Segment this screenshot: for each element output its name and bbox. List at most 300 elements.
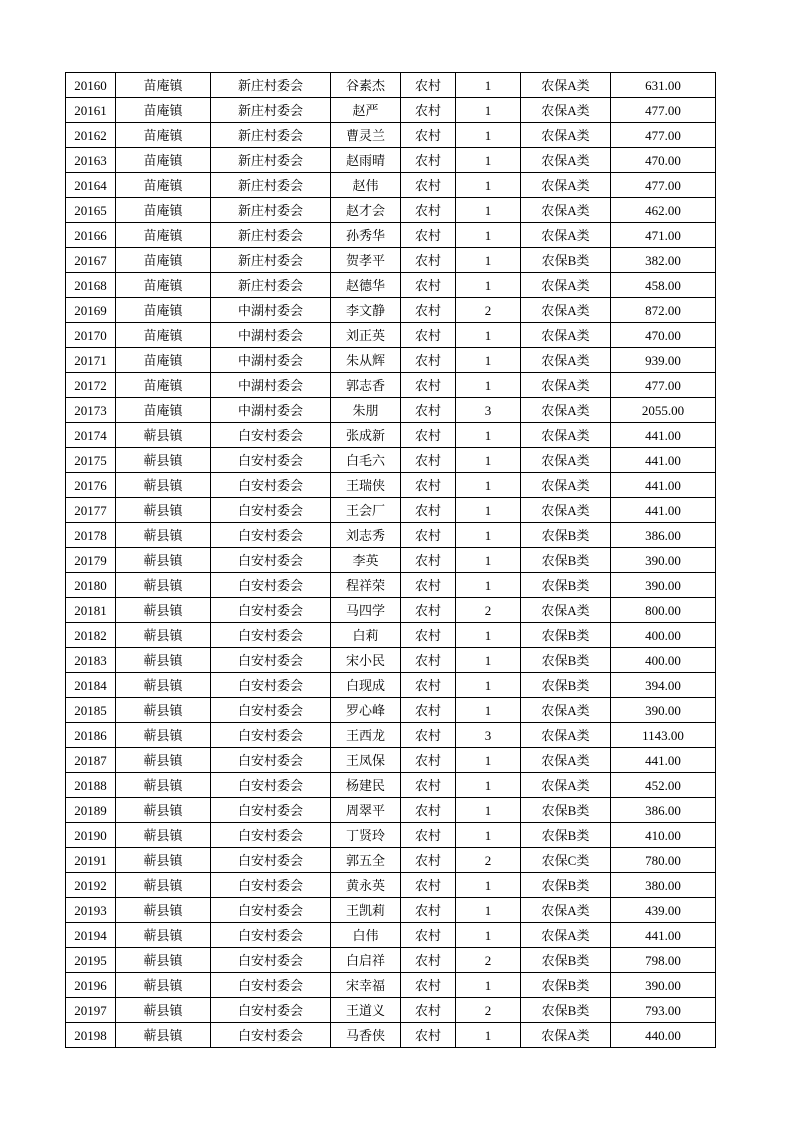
table-row — [66, 673, 716, 698]
person-count-cell: 1 — [456, 873, 521, 898]
serial-number-cell: 20164 — [66, 173, 116, 198]
serial-number-cell: 20175 — [66, 448, 116, 473]
village-committee-cell: 白安村委会 — [211, 698, 331, 723]
amount-cell: 380.00 — [611, 873, 716, 898]
amount-cell: 390.00 — [611, 573, 716, 598]
insurance-type-cell: 农保B类 — [521, 948, 611, 973]
insurance-type-cell: 农保A类 — [521, 348, 611, 373]
village-committee-cell: 白安村委会 — [211, 773, 331, 798]
person-count-cell: 1 — [456, 323, 521, 348]
table-row — [66, 148, 716, 173]
serial-number-cell: 20165 — [66, 198, 116, 223]
amount-cell: 441.00 — [611, 473, 716, 498]
household-category-cell: 农村 — [401, 448, 456, 473]
amount-cell: 441.00 — [611, 748, 716, 773]
household-category-cell: 农村 — [401, 973, 456, 998]
village-committee-cell: 白安村委会 — [211, 573, 331, 598]
town-cell: 苗庵镇 — [116, 348, 211, 373]
insurance-type-cell: 农保A类 — [521, 148, 611, 173]
serial-number-cell: 20191 — [66, 848, 116, 873]
amount-cell: 441.00 — [611, 448, 716, 473]
insurance-type-cell: 农保B类 — [521, 998, 611, 1023]
village-committee-cell: 白安村委会 — [211, 973, 331, 998]
household-category-cell: 农村 — [401, 123, 456, 148]
household-category-cell: 农村 — [401, 898, 456, 923]
person-count-cell: 1 — [456, 648, 521, 673]
serial-number-cell: 20181 — [66, 598, 116, 623]
village-committee-cell: 白安村委会 — [211, 998, 331, 1023]
table-row — [66, 748, 716, 773]
amount-cell: 470.00 — [611, 323, 716, 348]
table-row — [66, 798, 716, 823]
village-committee-cell: 白安村委会 — [211, 898, 331, 923]
serial-number-cell: 20192 — [66, 873, 116, 898]
town-cell: 苗庵镇 — [116, 73, 211, 98]
insurance-type-cell: 农保A类 — [521, 698, 611, 723]
town-cell: 蕲县镇 — [116, 773, 211, 798]
table-row — [66, 598, 716, 623]
serial-number-cell: 20186 — [66, 723, 116, 748]
person-count-cell: 1 — [456, 798, 521, 823]
table-row — [66, 573, 716, 598]
person-name-cell: 郭志香 — [331, 373, 401, 398]
person-count-cell: 1 — [456, 348, 521, 373]
serial-number-cell: 20174 — [66, 423, 116, 448]
person-name-cell: 李英 — [331, 548, 401, 573]
table-body — [66, 73, 716, 1048]
town-cell: 苗庵镇 — [116, 123, 211, 148]
town-cell: 苗庵镇 — [116, 248, 211, 273]
village-committee-cell: 新庄村委会 — [211, 73, 331, 98]
serial-number-cell: 20198 — [66, 1023, 116, 1048]
amount-cell: 390.00 — [611, 698, 716, 723]
amount-cell: 386.00 — [611, 523, 716, 548]
village-committee-cell: 白安村委会 — [211, 798, 331, 823]
person-name-cell: 白启祥 — [331, 948, 401, 973]
household-category-cell: 农村 — [401, 573, 456, 598]
person-name-cell: 赵才会 — [331, 198, 401, 223]
table-row — [66, 648, 716, 673]
household-category-cell: 农村 — [401, 323, 456, 348]
table-row — [66, 498, 716, 523]
amount-cell: 471.00 — [611, 223, 716, 248]
insurance-type-cell: 农保A类 — [521, 598, 611, 623]
town-cell: 蕲县镇 — [116, 473, 211, 498]
person-count-cell: 1 — [456, 273, 521, 298]
insurance-type-cell: 农保A类 — [521, 748, 611, 773]
person-count-cell: 1 — [456, 698, 521, 723]
village-committee-cell: 白安村委会 — [211, 673, 331, 698]
village-committee-cell: 白安村委会 — [211, 423, 331, 448]
town-cell: 蕲县镇 — [116, 698, 211, 723]
person-name-cell: 曹灵兰 — [331, 123, 401, 148]
household-category-cell: 农村 — [401, 273, 456, 298]
table-row — [66, 423, 716, 448]
insurance-type-cell: 农保B类 — [521, 673, 611, 698]
insurance-type-cell: 农保A类 — [521, 448, 611, 473]
serial-number-cell: 20189 — [66, 798, 116, 823]
town-cell: 苗庵镇 — [116, 198, 211, 223]
town-cell: 蕲县镇 — [116, 873, 211, 898]
table-row — [66, 848, 716, 873]
serial-number-cell: 20187 — [66, 748, 116, 773]
insurance-type-cell: 农保B类 — [521, 573, 611, 598]
serial-number-cell: 20171 — [66, 348, 116, 373]
household-category-cell: 农村 — [401, 623, 456, 648]
household-category-cell: 农村 — [401, 98, 456, 123]
person-count-cell: 2 — [456, 848, 521, 873]
serial-number-cell: 20190 — [66, 823, 116, 848]
insurance-type-cell: 农保A类 — [521, 1023, 611, 1048]
household-category-cell: 农村 — [401, 748, 456, 773]
town-cell: 苗庵镇 — [116, 373, 211, 398]
table-row — [66, 873, 716, 898]
person-name-cell: 王凯莉 — [331, 898, 401, 923]
amount-cell: 477.00 — [611, 173, 716, 198]
person-count-cell: 2 — [456, 598, 521, 623]
person-name-cell: 刘志秀 — [331, 523, 401, 548]
village-committee-cell: 中湖村委会 — [211, 298, 331, 323]
village-committee-cell: 白安村委会 — [211, 448, 331, 473]
town-cell: 蕲县镇 — [116, 448, 211, 473]
insurance-type-cell: 农保A类 — [521, 723, 611, 748]
person-count-cell: 1 — [456, 498, 521, 523]
amount-cell: 458.00 — [611, 273, 716, 298]
insurance-type-cell: 农保B类 — [521, 523, 611, 548]
serial-number-cell: 20173 — [66, 398, 116, 423]
person-name-cell: 周翠平 — [331, 798, 401, 823]
person-count-cell: 1 — [456, 623, 521, 648]
town-cell: 蕲县镇 — [116, 848, 211, 873]
person-name-cell: 宋小民 — [331, 648, 401, 673]
village-committee-cell: 白安村委会 — [211, 723, 331, 748]
household-category-cell: 农村 — [401, 223, 456, 248]
serial-number-cell: 20162 — [66, 123, 116, 148]
person-name-cell: 丁贤玲 — [331, 823, 401, 848]
town-cell: 苗庵镇 — [116, 98, 211, 123]
town-cell: 蕲县镇 — [116, 1023, 211, 1048]
village-committee-cell: 新庄村委会 — [211, 198, 331, 223]
table-row — [66, 773, 716, 798]
village-committee-cell: 新庄村委会 — [211, 273, 331, 298]
serial-number-cell: 20166 — [66, 223, 116, 248]
person-count-cell: 1 — [456, 148, 521, 173]
village-committee-cell: 白安村委会 — [211, 648, 331, 673]
town-cell: 蕲县镇 — [116, 498, 211, 523]
person-count-cell: 1 — [456, 98, 521, 123]
person-name-cell: 王瑞侠 — [331, 473, 401, 498]
table-row — [66, 373, 716, 398]
person-name-cell: 孙秀华 — [331, 223, 401, 248]
person-count-cell: 1 — [456, 823, 521, 848]
town-cell: 蕲县镇 — [116, 423, 211, 448]
town-cell: 蕲县镇 — [116, 623, 211, 648]
amount-cell: 452.00 — [611, 773, 716, 798]
table-row — [66, 98, 716, 123]
insurance-type-cell: 农保A类 — [521, 923, 611, 948]
town-cell: 蕲县镇 — [116, 523, 211, 548]
serial-number-cell: 20182 — [66, 623, 116, 648]
person-name-cell: 赵德华 — [331, 273, 401, 298]
household-category-cell: 农村 — [401, 248, 456, 273]
village-committee-cell: 中湖村委会 — [211, 323, 331, 348]
person-count-cell: 1 — [456, 923, 521, 948]
serial-number-cell: 20185 — [66, 698, 116, 723]
town-cell: 蕲县镇 — [116, 998, 211, 1023]
person-name-cell: 黄永英 — [331, 873, 401, 898]
household-category-cell: 农村 — [401, 523, 456, 548]
town-cell: 蕲县镇 — [116, 973, 211, 998]
person-count-cell: 3 — [456, 723, 521, 748]
serial-number-cell: 20169 — [66, 298, 116, 323]
town-cell: 蕲县镇 — [116, 598, 211, 623]
village-committee-cell: 中湖村委会 — [211, 398, 331, 423]
household-category-cell: 农村 — [401, 848, 456, 873]
household-category-cell: 农村 — [401, 148, 456, 173]
town-cell: 苗庵镇 — [116, 323, 211, 348]
person-count-cell: 1 — [456, 373, 521, 398]
serial-number-cell: 20184 — [66, 673, 116, 698]
household-category-cell: 农村 — [401, 698, 456, 723]
village-committee-cell: 白安村委会 — [211, 823, 331, 848]
insurance-type-cell: 农保A类 — [521, 123, 611, 148]
insurance-type-cell: 农保A类 — [521, 273, 611, 298]
amount-cell: 441.00 — [611, 423, 716, 448]
person-name-cell: 王西龙 — [331, 723, 401, 748]
household-category-cell: 农村 — [401, 948, 456, 973]
household-category-cell: 农村 — [401, 548, 456, 573]
amount-cell: 390.00 — [611, 548, 716, 573]
person-name-cell: 白现成 — [331, 673, 401, 698]
person-name-cell: 王会厂 — [331, 498, 401, 523]
person-count-cell: 1 — [456, 573, 521, 598]
person-count-cell: 1 — [456, 1023, 521, 1048]
amount-cell: 400.00 — [611, 623, 716, 648]
insurance-type-cell: 农保A类 — [521, 223, 611, 248]
town-cell: 蕲县镇 — [116, 823, 211, 848]
table-row — [66, 898, 716, 923]
table-row — [66, 298, 716, 323]
serial-number-cell: 20163 — [66, 148, 116, 173]
table-row — [66, 323, 716, 348]
household-category-cell: 农村 — [401, 473, 456, 498]
town-cell: 蕲县镇 — [116, 923, 211, 948]
table-row — [66, 73, 716, 98]
insurance-type-cell: 农保A类 — [521, 373, 611, 398]
person-name-cell: 朱从辉 — [331, 348, 401, 373]
serial-number-cell: 20178 — [66, 523, 116, 548]
serial-number-cell: 20194 — [66, 923, 116, 948]
village-committee-cell: 白安村委会 — [211, 623, 331, 648]
household-category-cell: 农村 — [401, 673, 456, 698]
household-category-cell: 农村 — [401, 873, 456, 898]
person-name-cell: 赵伟 — [331, 173, 401, 198]
person-name-cell: 赵雨晴 — [331, 148, 401, 173]
village-committee-cell: 白安村委会 — [211, 598, 331, 623]
amount-cell: 800.00 — [611, 598, 716, 623]
town-cell: 蕲县镇 — [116, 898, 211, 923]
person-name-cell: 朱朋 — [331, 398, 401, 423]
village-committee-cell: 新庄村委会 — [211, 173, 331, 198]
household-category-cell: 农村 — [401, 398, 456, 423]
person-name-cell: 郭五全 — [331, 848, 401, 873]
insurance-type-cell: 农保A类 — [521, 298, 611, 323]
household-category-cell: 农村 — [401, 773, 456, 798]
household-category-cell: 农村 — [401, 598, 456, 623]
village-committee-cell: 新庄村委会 — [211, 98, 331, 123]
table-row — [66, 973, 716, 998]
person-count-cell: 1 — [456, 248, 521, 273]
town-cell: 苗庵镇 — [116, 148, 211, 173]
serial-number-cell: 20179 — [66, 548, 116, 573]
table-row — [66, 223, 716, 248]
person-name-cell: 贺孝平 — [331, 248, 401, 273]
person-count-cell: 1 — [456, 73, 521, 98]
person-name-cell: 谷素杰 — [331, 73, 401, 98]
person-count-cell: 1 — [456, 223, 521, 248]
table-row — [66, 723, 716, 748]
amount-cell: 439.00 — [611, 898, 716, 923]
table-row — [66, 1023, 716, 1048]
town-cell: 苗庵镇 — [116, 398, 211, 423]
payment-roster-table — [65, 72, 716, 1048]
household-category-cell: 农村 — [401, 423, 456, 448]
table-row — [66, 948, 716, 973]
table-row — [66, 623, 716, 648]
amount-cell: 939.00 — [611, 348, 716, 373]
person-count-cell: 2 — [456, 298, 521, 323]
person-count-cell: 1 — [456, 523, 521, 548]
village-committee-cell: 白安村委会 — [211, 473, 331, 498]
household-category-cell: 农村 — [401, 923, 456, 948]
table-row — [66, 173, 716, 198]
table-row — [66, 123, 716, 148]
town-cell: 蕲县镇 — [116, 648, 211, 673]
insurance-type-cell: 农保A类 — [521, 173, 611, 198]
serial-number-cell: 20161 — [66, 98, 116, 123]
table-row — [66, 198, 716, 223]
person-name-cell: 李文静 — [331, 298, 401, 323]
insurance-type-cell: 农保A类 — [521, 73, 611, 98]
household-category-cell: 农村 — [401, 348, 456, 373]
serial-number-cell: 20170 — [66, 323, 116, 348]
table-row — [66, 548, 716, 573]
serial-number-cell: 20193 — [66, 898, 116, 923]
table-row — [66, 398, 716, 423]
town-cell: 蕲县镇 — [116, 573, 211, 598]
person-count-cell: 1 — [456, 423, 521, 448]
amount-cell: 386.00 — [611, 798, 716, 823]
insurance-type-cell: 农保A类 — [521, 773, 611, 798]
person-name-cell: 罗心峰 — [331, 698, 401, 723]
person-count-cell: 1 — [456, 898, 521, 923]
insurance-type-cell: 农保B类 — [521, 823, 611, 848]
serial-number-cell: 20167 — [66, 248, 116, 273]
household-category-cell: 农村 — [401, 498, 456, 523]
insurance-type-cell: 农保A类 — [521, 423, 611, 448]
table-row — [66, 448, 716, 473]
village-committee-cell: 新庄村委会 — [211, 223, 331, 248]
insurance-type-cell: 农保B类 — [521, 648, 611, 673]
household-category-cell: 农村 — [401, 823, 456, 848]
table-row — [66, 998, 716, 1023]
village-committee-cell: 白安村委会 — [211, 498, 331, 523]
person-name-cell: 白毛六 — [331, 448, 401, 473]
town-cell: 蕲县镇 — [116, 723, 211, 748]
household-category-cell: 农村 — [401, 723, 456, 748]
person-name-cell: 张成新 — [331, 423, 401, 448]
person-count-cell: 1 — [456, 448, 521, 473]
person-count-cell: 1 — [456, 673, 521, 698]
amount-cell: 382.00 — [611, 248, 716, 273]
village-committee-cell: 白安村委会 — [211, 748, 331, 773]
serial-number-cell: 20196 — [66, 973, 116, 998]
village-committee-cell: 白安村委会 — [211, 848, 331, 873]
insurance-type-cell: 农保A类 — [521, 323, 611, 348]
insurance-type-cell: 农保A类 — [521, 98, 611, 123]
insurance-type-cell: 农保A类 — [521, 498, 611, 523]
household-category-cell: 农村 — [401, 648, 456, 673]
amount-cell: 410.00 — [611, 823, 716, 848]
town-cell: 蕲县镇 — [116, 798, 211, 823]
serial-number-cell: 20168 — [66, 273, 116, 298]
village-committee-cell: 白安村委会 — [211, 948, 331, 973]
person-count-cell: 1 — [456, 173, 521, 198]
town-cell: 苗庵镇 — [116, 173, 211, 198]
amount-cell: 1143.00 — [611, 723, 716, 748]
village-committee-cell: 白安村委会 — [211, 1023, 331, 1048]
household-category-cell: 农村 — [401, 298, 456, 323]
household-category-cell: 农村 — [401, 1023, 456, 1048]
serial-number-cell: 20180 — [66, 573, 116, 598]
table-row — [66, 348, 716, 373]
table-row — [66, 523, 716, 548]
table-row — [66, 473, 716, 498]
amount-cell: 780.00 — [611, 848, 716, 873]
person-name-cell: 宋幸福 — [331, 973, 401, 998]
amount-cell: 2055.00 — [611, 398, 716, 423]
amount-cell: 470.00 — [611, 148, 716, 173]
insurance-type-cell: 农保A类 — [521, 473, 611, 498]
serial-number-cell: 20183 — [66, 648, 116, 673]
village-committee-cell: 中湖村委会 — [211, 348, 331, 373]
town-cell: 蕲县镇 — [116, 948, 211, 973]
town-cell: 苗庵镇 — [116, 273, 211, 298]
town-cell: 蕲县镇 — [116, 748, 211, 773]
person-count-cell: 1 — [456, 473, 521, 498]
amount-cell: 394.00 — [611, 673, 716, 698]
town-cell: 苗庵镇 — [116, 223, 211, 248]
amount-cell: 441.00 — [611, 498, 716, 523]
serial-number-cell: 20197 — [66, 998, 116, 1023]
person-count-cell: 1 — [456, 773, 521, 798]
household-category-cell: 农村 — [401, 998, 456, 1023]
town-cell: 苗庵镇 — [116, 298, 211, 323]
insurance-type-cell: 农保B类 — [521, 873, 611, 898]
person-name-cell: 白莉 — [331, 623, 401, 648]
insurance-type-cell: 农保C类 — [521, 848, 611, 873]
household-category-cell: 农村 — [401, 373, 456, 398]
town-cell: 蕲县镇 — [116, 548, 211, 573]
village-committee-cell: 新庄村委会 — [211, 123, 331, 148]
person-count-cell: 1 — [456, 198, 521, 223]
village-committee-cell: 新庄村委会 — [211, 248, 331, 273]
person-count-cell: 1 — [456, 123, 521, 148]
insurance-type-cell: 农保A类 — [521, 898, 611, 923]
village-committee-cell: 白安村委会 — [211, 923, 331, 948]
insurance-type-cell: 农保B类 — [521, 798, 611, 823]
person-count-cell: 2 — [456, 948, 521, 973]
